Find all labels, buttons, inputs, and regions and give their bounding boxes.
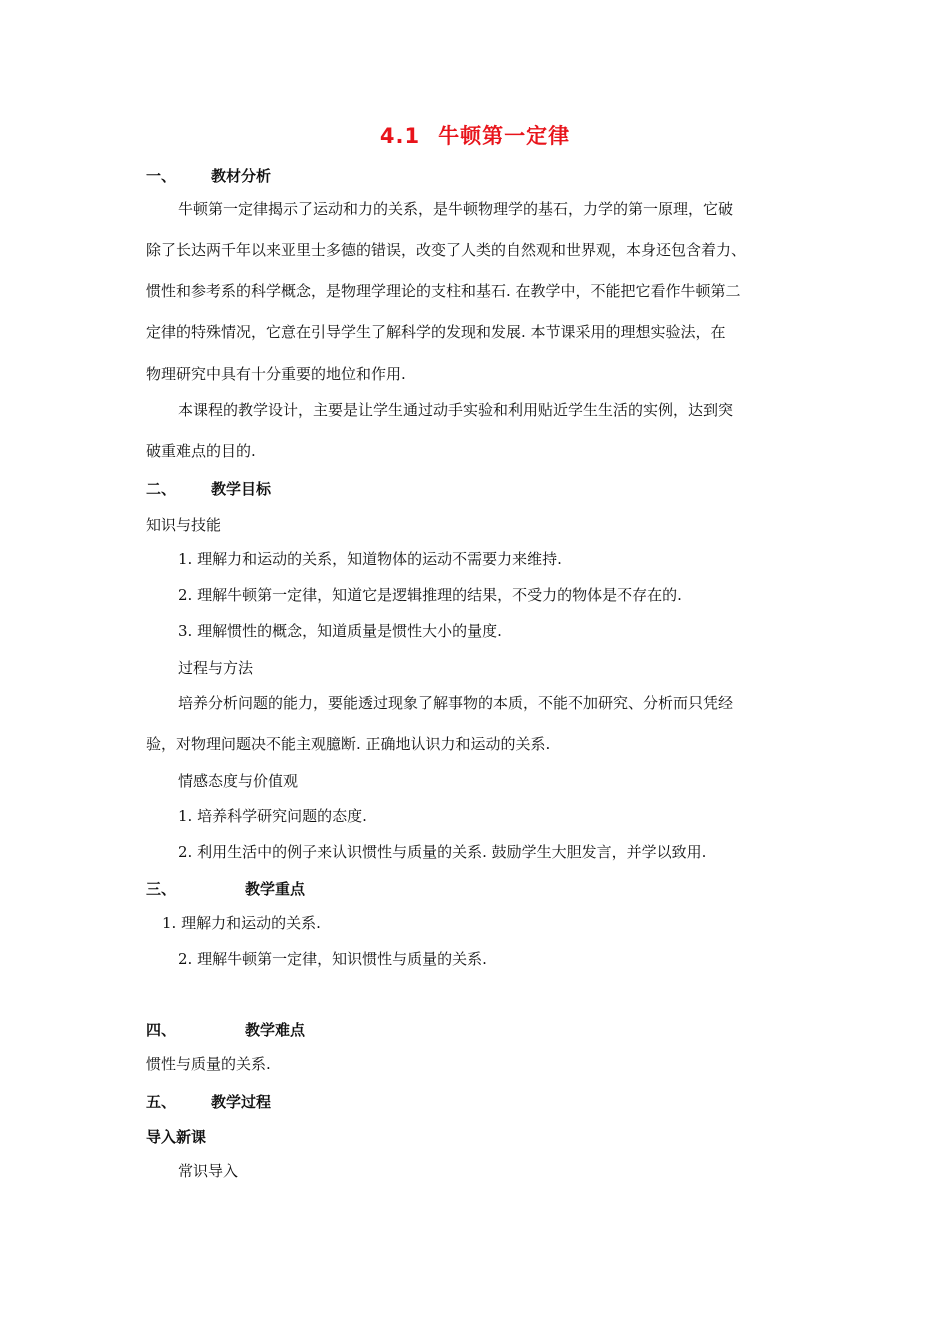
section-heading-4 — [146, 1019, 306, 1040]
section-number: 四、 — [146, 1021, 177, 1039]
paragraph-line: 除了长达两千年以来亚里士多德的错误，改变了人类的自然观和世界观，本身还包含着力、 — [146, 241, 747, 259]
section-title: 教材分析 — [211, 167, 272, 185]
list-item: 3. 理解惯性的概念，知道质量是惯性大小的量度. — [178, 622, 502, 640]
subsection-label: 知识与技能 — [146, 516, 222, 534]
subsection-label: 情感态度与价值观 — [178, 772, 299, 790]
paragraph-line: 验，对物理问题决不能主观臆断. 正确地认识力和运动的关系. — [146, 735, 551, 753]
section-number: 三、 — [146, 880, 177, 898]
section-title: 教学目标 — [211, 480, 272, 498]
title-number: 4.1 — [379, 124, 421, 148]
subsection-heading: 导入新课 — [146, 1128, 207, 1146]
paragraph-line: 培养分析问题的能力，要能透过现象了解事物的本质，不能不加研究、分析而只凭经 — [178, 694, 734, 712]
section-number: 二、 — [146, 480, 177, 498]
section-heading-2 — [146, 478, 272, 499]
section-heading-3 — [146, 878, 306, 899]
paragraph-line: 破重难点的目的. — [146, 442, 256, 460]
section-heading-5 — [146, 1091, 272, 1112]
list-item: 1. 理解力和运动的关系. — [162, 914, 321, 932]
list-item: 1. 理解力和运动的关系，知道物体的运动不需要力来维持. — [178, 550, 562, 568]
list-item: 2. 利用生活中的例子来认识惯性与质量的关系. 鼓励学生大胆发言，并学以致用. — [178, 843, 707, 861]
paragraph-line: 本课程的教学设计，主要是让学生通过动手实验和利用贴近学生生活的实例，达到突 — [178, 401, 734, 419]
section-title: 教学过程 — [211, 1093, 272, 1111]
section-title: 教学重点 — [245, 880, 306, 898]
section-number: 五、 — [146, 1093, 177, 1111]
list-item: 2. 理解牛顿第一定律，知识惯性与质量的关系. — [178, 950, 487, 968]
section-number: 一、 — [146, 167, 177, 185]
title-text: 牛顿第一定律 — [438, 124, 571, 148]
paragraph-line: 物理研究中具有十分重要的地位和作用. — [146, 365, 406, 383]
list-item: 常识导入 — [178, 1162, 239, 1180]
section-heading-1 — [146, 165, 272, 186]
document-title — [0, 120, 950, 150]
paragraph-line: 牛顿第一定律揭示了运动和力的关系，是牛顿物理学的基石，力学的第一原理，它破 — [178, 200, 734, 218]
paragraph-line: 惯性和参考系的科学概念，是物理学理论的支柱和基石. 在教学中，不能把它看作牛顿第二 — [146, 282, 741, 300]
paragraph-line: 惯性与质量的关系. — [146, 1055, 271, 1073]
subsection-label: 过程与方法 — [178, 659, 254, 677]
list-item: 2. 理解牛顿第一定律，知道它是逻辑推理的结果，不受力的物体是不存在的. — [178, 586, 682, 604]
section-title: 教学难点 — [245, 1021, 306, 1039]
paragraph-line: 定律的特殊情况，它意在引导学生了解科学的发现和发展. 本节课采用的理想实验法，在 — [146, 323, 726, 341]
list-item: 1. 培养科学研究问题的态度. — [178, 807, 367, 825]
